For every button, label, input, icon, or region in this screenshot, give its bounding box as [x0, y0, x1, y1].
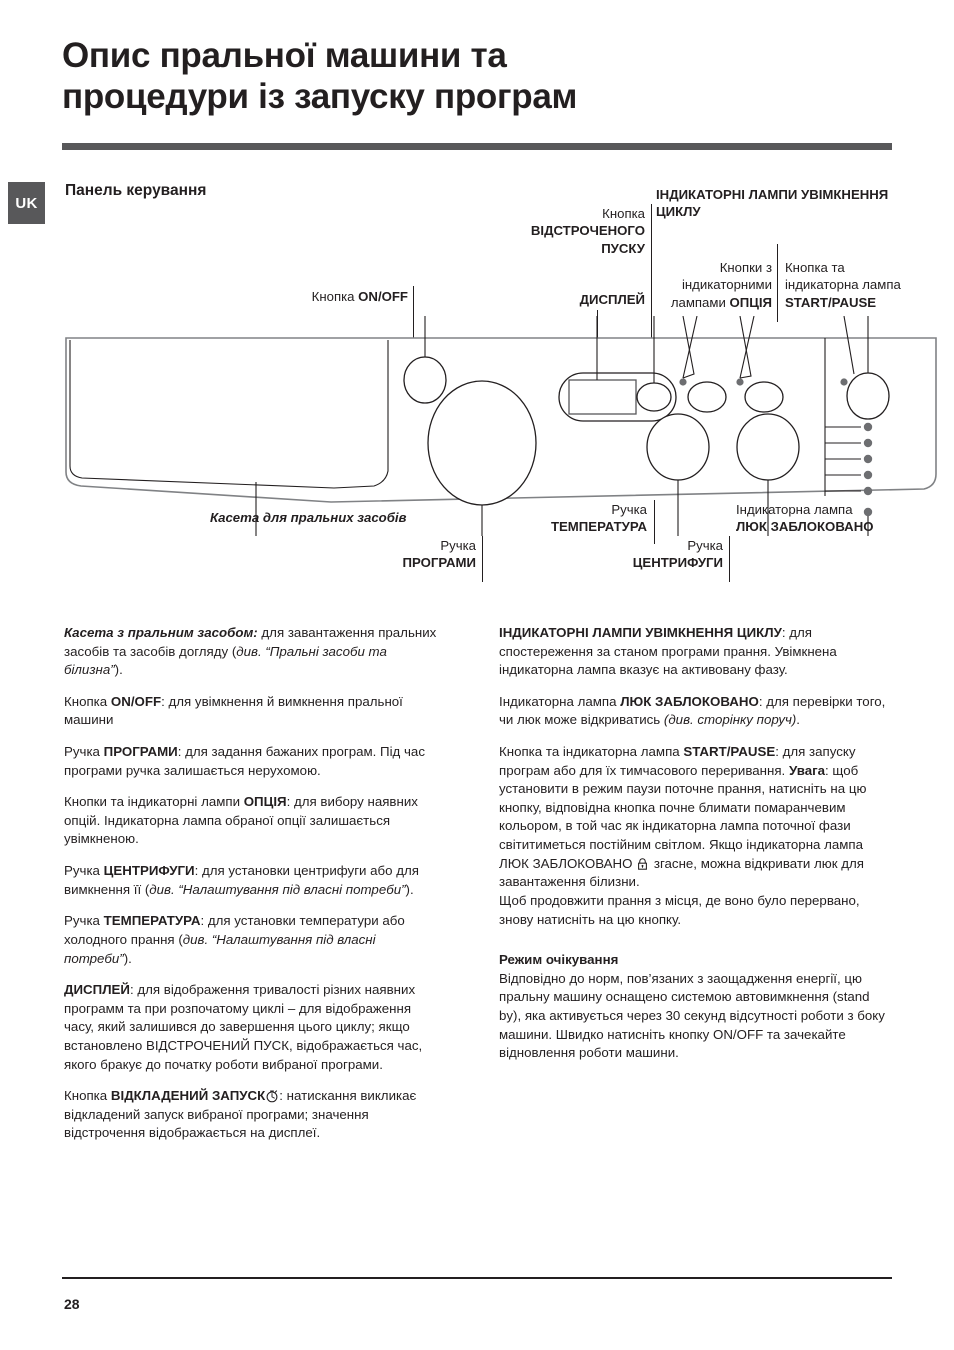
option-button-2 [745, 382, 783, 412]
p6-text-a: : для установки температури або холодного прання ( [64, 913, 405, 947]
paragraph-option-buttons [64, 793, 444, 849]
title-divider [62, 143, 892, 150]
p6-bold: ТЕМПЕРАТУРА [103, 913, 201, 929]
callout-programs-knob [300, 537, 476, 572]
leader-line-programs [482, 536, 483, 582]
p5-italic-a: див. “Налаштування під власні потреби” [149, 881, 406, 897]
delayed-start-button [637, 383, 671, 411]
callout-door-locked-lamp [736, 501, 946, 536]
padlock-icon [636, 857, 650, 871]
p6-text-b: ). [123, 950, 132, 966]
callout-temperature-prefix: Ручка [611, 502, 647, 517]
cycle-lamp-4 [864, 471, 872, 479]
callout-on-off [248, 288, 408, 305]
paragraph-temperature-knob [64, 912, 444, 968]
start-pause-led [840, 378, 847, 385]
language-tab-uk: UK [8, 182, 45, 224]
p5-text-b: ). [405, 881, 414, 897]
paragraph-programs-knob [64, 743, 444, 780]
callout-delayed-start [440, 205, 645, 257]
programs-knob [428, 381, 536, 505]
on-off-button [404, 357, 446, 403]
rp3-bold-b: Увага [788, 762, 826, 778]
callout-spin-knob [578, 537, 723, 572]
callout-spin-prefix: Ручка [687, 538, 723, 553]
section-heading: Панель керування [65, 182, 207, 199]
callout-programs-bold: ПРОГРАМИ [402, 555, 476, 571]
option-led-1 [679, 378, 686, 385]
p4-pre: Кнопки та індикаторні лампи [64, 794, 244, 810]
rp4-heading: Режим очікування [499, 952, 619, 968]
temperature-knob [647, 414, 709, 480]
paragraph-cycle-lamps [499, 624, 887, 680]
callout-start-pause-line-2: індикаторна лампа [785, 277, 901, 293]
p2-text: : для увімкнення й вимкнення пральної машини [64, 693, 403, 728]
p8-pre: Кнопка [64, 1088, 111, 1104]
display-screen [569, 380, 636, 414]
stopwatch-icon [265, 1089, 279, 1103]
rp2-bold: ЛЮК ЗАБЛОКОВАНО [620, 693, 759, 709]
page-number: 28 [64, 1296, 80, 1312]
footer-divider [62, 1277, 892, 1279]
p1-text-a: для завантаження пральних засобів та засобів догляду ( [64, 625, 437, 659]
paragraph-detergent-drawer [64, 624, 444, 680]
callout-option-line-1: Кнопки з [719, 260, 772, 275]
p3-bold: ПРОГРАМИ [103, 744, 178, 760]
p5-text-a: : для установки центрифуги або для вимкнення її ( [64, 863, 419, 897]
callout-start-pause [785, 259, 950, 311]
paragraph-display [64, 981, 444, 1074]
p7-bold: ДИСПЛЕЙ [64, 982, 130, 998]
callout-spin-bold: ЦЕНТРИФУГИ [632, 555, 723, 571]
callout-door-locked-prefix: Індикаторна лампа [736, 502, 853, 517]
page-title-line-2: процедури із запуску програм [62, 76, 578, 116]
p5-pre: Ручка [64, 863, 104, 879]
callout-programs-prefix: Ручка [440, 538, 476, 553]
callout-delayed-start-bold-2: ПУСКУ [601, 240, 645, 256]
rp2-text-a: : для перевірки того, чи люк може відкриватись [499, 693, 886, 728]
callout-start-pause-line-3-bold: START/PAUSE [785, 294, 877, 310]
leader-line-spin [729, 536, 730, 582]
paragraph-spin-knob [64, 862, 444, 899]
spin-knob [737, 414, 799, 480]
p8-text: : натискання викликає відкладений запуск вибраної програми; значення відстрочення відображається на дисплеї. [64, 1088, 417, 1141]
callout-door-locked-bold: ЛЮК ЗАБЛОКОВАНО [736, 519, 874, 535]
p5-bold: ЦЕНТРИФУГИ [103, 863, 195, 879]
rp3-pre: Кнопка та індикаторна лампа [499, 744, 684, 760]
callout-on-off-prefix: Кнопка [311, 289, 359, 304]
callout-detergent-drawer [210, 509, 470, 526]
callout-cycle-lamps [656, 186, 946, 221]
p3-text: : для задання бажаних програм. Під час програми ручка залишається нерухомою. [64, 744, 425, 778]
callout-start-pause-line-1: Кнопка та [785, 260, 845, 275]
callout-temperature-knob [490, 501, 647, 536]
p1-lead: Касета з пральним засобом: [64, 625, 258, 640]
leader-line-option-divider [777, 244, 778, 322]
option-led-2 [736, 378, 743, 385]
option-button-1 [688, 382, 726, 412]
paragraph-start-pause [499, 743, 887, 929]
p2-bold: ON/OFF [110, 693, 162, 709]
rp1-bold: ІНДИКАТОРНІ ЛАМПИ УВІМКНЕННЯ ЦИКЛУ [499, 625, 782, 640]
callout-detergent-drawer-text: Касета для пральних засобів [210, 510, 407, 525]
paragraph-standby [499, 951, 887, 1063]
cycle-lamp-3 [864, 455, 872, 463]
body-column-left [64, 624, 444, 1156]
callout-on-off-bold: ON/OFF [358, 289, 408, 304]
p6-italic-a: див. “Налаштування під власні потреби” [64, 931, 376, 966]
rp1-text: : для спостереження за станом програми прання. Увімкнена індикаторна лампа вказує на активовану фазу. [499, 625, 837, 678]
cycle-lamp-1 [864, 423, 872, 431]
p7-text: : для відображення тривалості різних наявних программ та при розпочатому циклі – для відображення часу, який залишився до завершення цього циклу; якщо встановлено ВІДСТРОЧЕНИЙ ПУСК, відображається час, якого бракує до початку роботи вибраної програми. [64, 982, 423, 1072]
rp3-bold: START/PAUSE [683, 744, 776, 760]
callout-option-buttons [650, 259, 772, 311]
p4-bold: ОПЦІЯ [243, 794, 287, 810]
page-title-line-1: Опис пральної машини та [62, 36, 507, 75]
p2-pre: Кнопка [64, 693, 111, 709]
rp3-text-d: Щоб продовжити прання з місця, де воно було перервано, знову натисніть на цю кнопку. [499, 892, 860, 927]
p4-text: : для вибору наявних опцій. Індикаторна лампа обраної опції залишається увімкненою. [64, 794, 418, 847]
rp3-text-a: : для запуску програм або для їх тимчасового переривання. [499, 744, 856, 778]
paragraph-door-locked [499, 693, 887, 730]
rp2-italic-a: (див. сторінку поруч) [663, 712, 797, 728]
p3-pre: Ручка [64, 744, 104, 760]
callout-cycle-lamps-bold-1: ІНДИКАТОРНІ ЛАМПИ УВІМКНЕННЯ [656, 187, 889, 202]
callout-option-line-3-bold: ОПЦІЯ [729, 294, 772, 310]
callout-delayed-start-prefix: Кнопка [602, 206, 645, 221]
callout-option-line-2: індикаторними [681, 277, 772, 293]
paragraph-on-off [64, 693, 444, 730]
p1-italic-a: див. “Пральні засоби та білизна” [64, 643, 387, 678]
callout-option-line-3-prefix: лампами [670, 294, 730, 310]
rp2-text-b: . [796, 712, 800, 728]
rp3-text-b: : щоб установити в режим паузи поточне прання, натисніть на цю кнопку, відповідна кнопка почне блимати помаранчевим кольором, в той час як індикаторна лампа поточної фази світитиметься постійним світлом. Якщо індикаторна лампа ЛЮК ЗАБЛОКОВАНО [499, 762, 867, 871]
callout-display [480, 291, 645, 308]
paragraph-delayed-start [64, 1087, 444, 1143]
body-column-right [499, 624, 887, 1076]
callout-display-bold: ДИСПЛЕЙ [579, 292, 645, 307]
p8-bold: ВІДКЛАДЕНИЙ ЗАПУСК [110, 1088, 266, 1104]
callout-temperature-bold: ТЕМПЕРАТУРА [550, 519, 647, 535]
rp4-text: Відповідно до норм, пов’язаних з заощадження енергії, цю пральну машину оснащено системою автовимкнення (stand by), яка активується через 30 секунд відсутності роботи з боку машини. Швидко натисніть кнопку ON/OFF та зачекайте відновлення роботи машини. [499, 970, 885, 1061]
p6-pre: Ручка [64, 913, 104, 929]
rp3-text-c: згасне, можна відкривати люк для завантаження білизни. [499, 855, 865, 890]
start-pause-button [847, 373, 889, 419]
callout-cycle-lamps-bold-2: ЦИКЛУ [656, 204, 701, 220]
callout-delayed-start-bold-1: ВІДСТРОЧЕНОГО [530, 223, 645, 239]
cycle-lamp-2 [864, 439, 872, 447]
page-title [62, 36, 892, 117]
p1-text-b: ). [114, 662, 123, 678]
rp2-pre: Індикаторна лампа [499, 693, 621, 709]
cycle-lamp-5 [864, 487, 872, 495]
